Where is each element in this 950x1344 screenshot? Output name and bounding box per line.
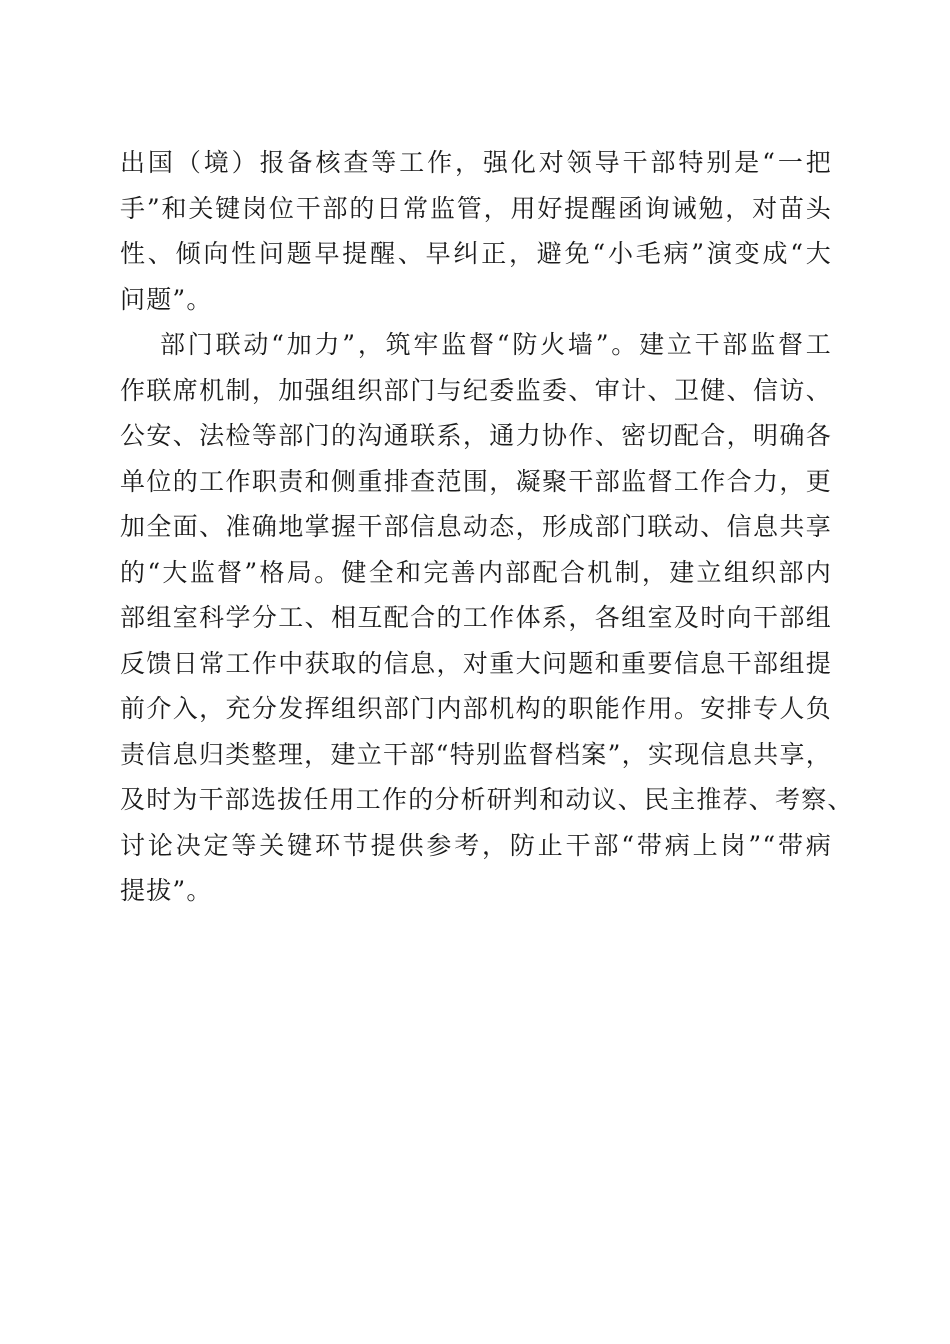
text-line: 单位的工作职责和侧重排查范围，凝聚干部监督工作合力，更	[120, 466, 832, 496]
text-line: 手”和关键岗位干部的日常监管，用好提醒函询诫勉，对苗头	[120, 193, 832, 223]
text-line: 出国（境）报备核查等工作，强化对领导干部特别是“一把	[120, 148, 832, 177]
text-line: 部组室科学分工、相互配合的工作体系，各组室及时向干部组	[120, 603, 832, 632]
text-line: 及时为干部选拔任用工作的分析研判和动议、民主推荐、考察、	[120, 785, 854, 814]
text-line: 公安、法检等部门的沟通联系，通力协作、密切配合，明确各	[120, 421, 832, 450]
text-line: 作联席机制，加强组织部门与纪委监委、审计、卫健、信访、	[120, 375, 832, 405]
paragraph-first-line: 部门联动“加力”，筑牢监督“防火墙”。建立干部监督工	[160, 330, 832, 359]
text-line: 反馈日常工作中获取的信息，对重大问题和重要信息干部组提	[120, 648, 832, 678]
document-body	[120, 140, 854, 914]
text-line: 性、倾向性问题早提醒、早纠正，避免“小毛病”演变成“大	[120, 239, 832, 268]
text-line: 提拔”。	[120, 876, 213, 905]
text-line: 加全面、准确地掌握干部信息动态，形成部门联动、信息共享	[120, 512, 832, 541]
text-line: 的“大监督”格局。健全和完善内部配合机制，建立组织部内	[120, 557, 832, 587]
text-line: 责信息归类整理，建立干部“特别监督档案”，实现信息共享，	[120, 739, 832, 769]
text-line: 讨论决定等关键环节提供参考，防止干部“带病上岗”“带病	[120, 830, 832, 860]
text-line: 问题”。	[120, 284, 213, 314]
text-line: 前介入，充分发挥组织部门内部机构的职能作用。安排专人负	[120, 694, 832, 723]
